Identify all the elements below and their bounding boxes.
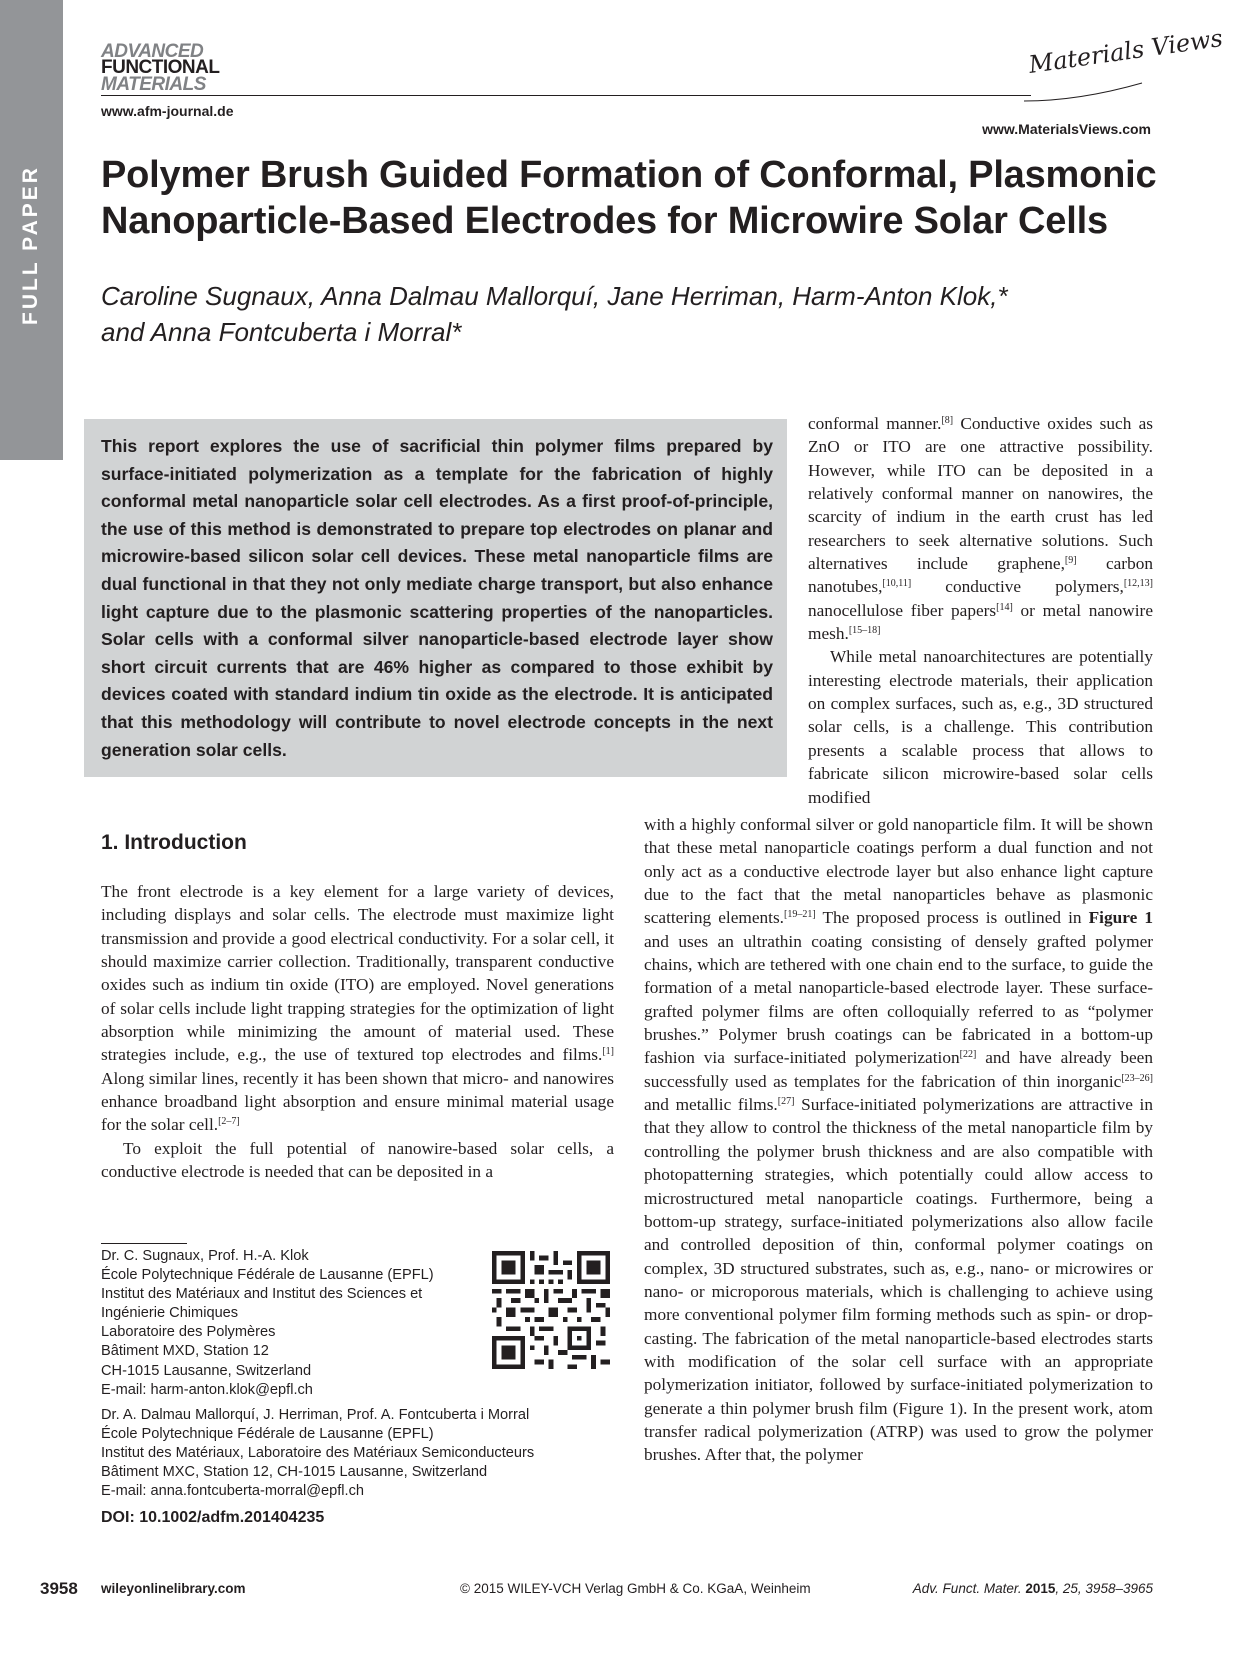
author-line: and Anna Fontcuberta i Morral* — [101, 317, 462, 348]
affiliation-line: Bâtiment MXD, Station 12 — [101, 1343, 269, 1360]
footnote-rule — [101, 1243, 187, 1244]
body-paragraph: To exploit the full potential of nanowire-based solar cells, a conductive electrode is needed that can be deposited in a — [101, 1138, 614, 1182]
affiliation-line: CH-1015 Lausanne, Switzerland — [101, 1362, 312, 1379]
footer-site[interactable]: wileyonlinelibrary.com — [101, 1581, 246, 1596]
title-line: Polymer Brush Guided Formation of Conformal, Plasmonic — [101, 154, 1157, 196]
affiliation-line: Dr. A. Dalmau Mallorquí, J. Herriman, Prof. A. Fontcuberta i Morral — [101, 1407, 530, 1423]
left-column — [101, 880, 614, 1183]
journal-logo-line: ADVANCED — [101, 41, 204, 62]
figure-ref[interactable]: Figure 1 — [1088, 908, 1153, 928]
body-paragraph: conformal manner.[8] Conductive oxides such as ZnO or ITO are one attractive possibility. However, while ITO can be deposited in a relatively conformal manner on nanowires, the scarcity of indium in the earth crust has led researchers to seek alternative solutions. Such alternatives include graphene,[9] carbon nanotubes,[10,11] conductive polymers,[12,13] nanocellulose fiber papers[14] or metal nanowire mesh.[15–18] — [808, 414, 1153, 644]
affiliation-line: Ingénierie Chimiques — [101, 1305, 239, 1322]
affiliation-line: Institut des Matériaux, Laboratoire des Matériaux Semiconducteurs — [101, 1445, 535, 1462]
publisher-logo-text: Materials Views — [1026, 24, 1225, 79]
affiliation-line: Dr. C. Sugnaux, Prof. H.-A. Klok — [101, 1248, 309, 1264]
citation-ref[interactable]: [10,11] — [882, 578, 912, 590]
author-line: Caroline Sugnaux, Anna Dalmau Mallorquí, Jane Herriman, Harm-Anton Klok,* — [101, 281, 1008, 311]
citation-ref[interactable]: [12,13] — [1123, 578, 1153, 590]
affiliation-line: Bâtiment MXC, Station 12, CH-1015 Lausanne, Switzerland — [101, 1464, 488, 1481]
body-paragraph: with a highly conformal silver or gold nanoparticle film. It will be shown that these metal nanoparticle coatings perform a dual function and not only act as a conductive electrode layer but also enhance light capture due to the fact that the metal nanoparticles behave as plasmonic scattering elements.[19–21] The proposed process is outlined in Figure 1 and uses an ultrathin coating consisting of densely grafted polymer chains, which are tethered with one chain end to the surface, to guide the formation of a metal nanoparticle-based electrode layer. These surface-grafted polymer films are often colloquially referred to as “polymer brushes.” Polymer brush coatings can be fabricated in a bottom-up fashion via surface-initiated polymerization[22] and have already been successfully used as templates for the fabrication of thin inorganic[23–26] and metallic films.[27] Surface-initiated polymerizations are attractive in that they allow to control the thickness of the metal nanoparticle film by controlling the polymer brush thickness and are also compatible with photopatterning strategies, which potentially could allow access to microstructured metal nanoparticle coatings. Furthermore, being a bottom-up strategy, surface-initiated polymerizations also allow facile and controlled deposition of thin, conformal polymer coatings on complex, 3D structured substrates, such as, e.g., nano- or microwires or nano- or microporous materials, which is challenging to achieve using more conventional polymer film forming methods such as spin- or drop-casting. The fabrication of the metal nanoparticle-based electrodes starts with modification of the solar cell surface with an appropriate polymerization initiator, followed by surface-initiated polymerization to generate a thin polymer brush film (Figure 1). In the present work, atom transfer radical polymerization (ATRP) was used to grow the polymer brushes. After that, the polymer — [644, 815, 1153, 1465]
affiliation-block — [101, 1406, 621, 1501]
citation-ref[interactable]: [23–26] — [1121, 1072, 1153, 1084]
page-number: 3958 — [40, 1579, 78, 1598]
affiliation-line: E-mail: anna.fontcuberta-morral@epfl.ch — [101, 1483, 365, 1500]
body-paragraph: While metal nanoarchitectures are potentially interesting electrode materials, their application on complex surfaces, such as, e.g., 3D structured solar cells, is a challenge. This contribution presents a scalable process that allows to fabricate silicon microwire-based solar cells modified — [808, 647, 1153, 807]
citation-ref[interactable]: [14] — [996, 601, 1013, 613]
title-line: Nanoparticle-Based Electrodes for Microwire Solar Cells — [101, 200, 1108, 243]
doi[interactable]: DOI: 10.1002/adfm.201404235 — [101, 1509, 325, 1526]
publisher-url[interactable]: www.MaterialsViews.com — [982, 121, 1151, 137]
footer-copyright: © 2015 WILEY-VCH Verlag GmbH & Co. KGaA, Weinheim — [460, 1581, 811, 1596]
citation-ref[interactable]: [22] — [959, 1049, 977, 1061]
citation-volume-pages: , 25, 3958–3965 — [1055, 1581, 1153, 1596]
citation-year: 2015 — [1025, 1581, 1056, 1596]
journal-logo — [101, 41, 231, 95]
abstract-text: This report explores the use of sacrificial thin polymer films prepared by surface-initiated polymerization as a template for the fabrication of highly conformal metal nanoparticle solar cell electrodes. As a first proof-of-principle, the use of this method is demonstrated to prepare top electrodes on planar and microwire-based silicon solar cell devices. These metal nanoparticle films are dual functional in that they not only mediate charge transport, but also enhance light capture due to the plasmonic scattering properties of the nanoparticles. Solar cells with a conformal silver nanoparticle-based electrode layer show short circuit currents that are 46% higher as compared to those exhibit by devices coated with standard indium tin oxide as the electrode. It is anticipated that this methodology will contribute to novel electrode concepts in the next generation solar cells. — [101, 436, 773, 760]
footer-citation — [913, 1581, 1153, 1596]
right-column-main — [644, 813, 1153, 1467]
article-title — [101, 152, 1161, 245]
citation-ref[interactable]: [9] — [1064, 555, 1077, 567]
citation-ref[interactable]: [19–21] — [784, 909, 816, 921]
affiliation-line: Institut des Matériaux and Institut des Sciences et — [101, 1286, 423, 1303]
journal-url[interactable]: www.afm-journal.de — [101, 103, 234, 119]
qr-code[interactable] — [492, 1251, 610, 1369]
citation-journal: Adv. Funct. Mater. — [912, 1581, 1022, 1596]
citation-ref[interactable]: [27] — [777, 1096, 795, 1108]
body-paragraph: The front electrode is a key element for a large variety of devices, including displays and solar cells. The electrode must maximize light transmission and provide a good electrical conductivity. For a solar cell, it should maximize carrier collection. Traditionally, transparent conductive oxides such as indium tin oxide (ITO) are employed. Novel generations of solar cells include light trapping strategies for the optimization of light absorption while minimizing the amount of material used. These strategies include, e.g., the use of textured top electrodes and films.[1] Along similar lines, recently it has been shown that micro- and nanowires enhance broadband light absorption and ensure minimal material usage for the solar cell.[2–7] — [101, 882, 614, 1135]
materials-views-logo — [1020, 24, 1225, 115]
affiliation-line: E-mail: harm-anton.klok@epfl.ch — [101, 1381, 313, 1398]
author-list — [101, 278, 1161, 351]
section-heading-introduction: 1. Introduction — [101, 831, 247, 854]
section-label: FULL PAPER — [19, 165, 42, 325]
affiliation-line: École Polytechnique Fédérale de Lausanne (EPFL) — [101, 1267, 434, 1284]
citation-ref[interactable]: [8] — [941, 415, 954, 426]
citation-ref[interactable]: [2–7] — [218, 1116, 240, 1128]
affiliation-block — [101, 1247, 481, 1400]
journal-logo-line: MATERIALS — [101, 73, 206, 95]
citation-ref[interactable]: [15–18] — [848, 625, 881, 637]
affiliation-line: Laboratoire des Polymères — [101, 1324, 276, 1341]
right-column-top — [808, 412, 1153, 809]
citation-ref[interactable]: [1] — [602, 1046, 614, 1058]
journal-logo-line: FUNCTIONAL — [101, 57, 220, 79]
affiliation-line: École Polytechnique Fédérale de Lausanne (EPFL) — [101, 1426, 434, 1443]
header-rule — [101, 95, 1031, 96]
